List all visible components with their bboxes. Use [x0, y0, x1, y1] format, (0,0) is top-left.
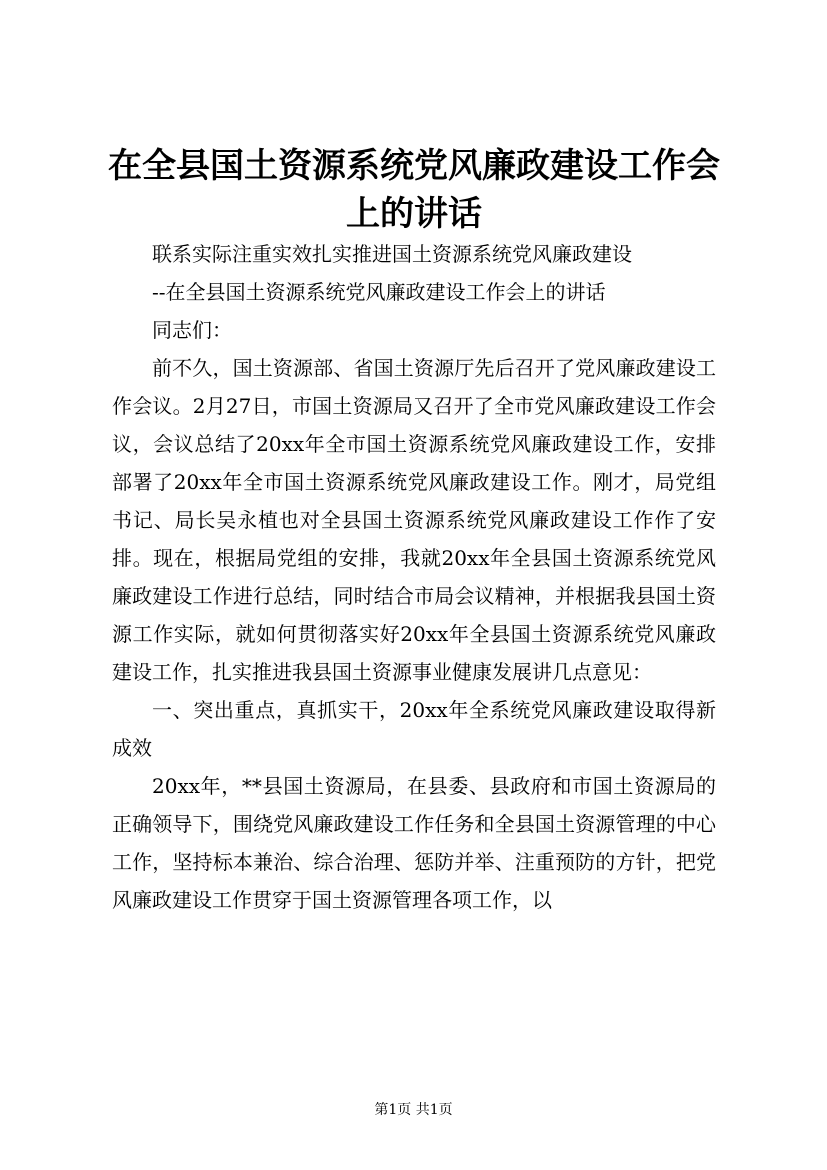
section-heading: 一、突出重点，真抓实干，20xx年全系统党风廉政建设取得新成效 [112, 698, 716, 760]
paragraph: 20xx年，**县国土资源局，在县委、县政府和市国土资源局的正确领导下，围绕党风廉政建设工作任务和全县国土资源管理的中心工作，坚持标本兼治、综合治理、惩防并举、注重预防的方针，把党风廉政建设工作贯穿于国土资源管理各项工作，以 [112, 774, 716, 912]
subtitle: 联系实际注重实效扎实推进国土资源系统党风廉政建设 [152, 242, 632, 266]
paragraph: 前不久，国土资源部、省国土资源厅先后召开了党风廉政建设工作会议。2月27日，市国土资源局又召开了全市党风廉政建设工作会议，会议总结了20xx年全市国土资源系统党风廉政建设工作，安排部署了20xx年全市国土资源系统党风廉政建设工作。刚才，局党组书记、局长吴永植也对全县国土资源系统党风廉政建设工作作了安排。现在，根据局党组的安排，我就20xx年全县国土资源系统党风廉政建设工作进行总结，同时结合市局会议精神，并根据我县国土资源工作实际，就如何贯彻落实好20xx年全县国土资源系统党风廉政建设工作，扎实推进我县国土资源事业健康发展讲几点意见： [112, 356, 716, 684]
page-footer: 第1页 共1页 [374, 1102, 453, 1118]
subtitle-secondary: --在全县国土资源系统党风廉政建设工作会上的讲话 [152, 280, 606, 304]
salutation: 同志们： [152, 318, 232, 342]
document-body [112, 235, 716, 919]
document-title: 在全县国土资源系统党风廉政建设工作会上的讲话 [108, 146, 720, 234]
